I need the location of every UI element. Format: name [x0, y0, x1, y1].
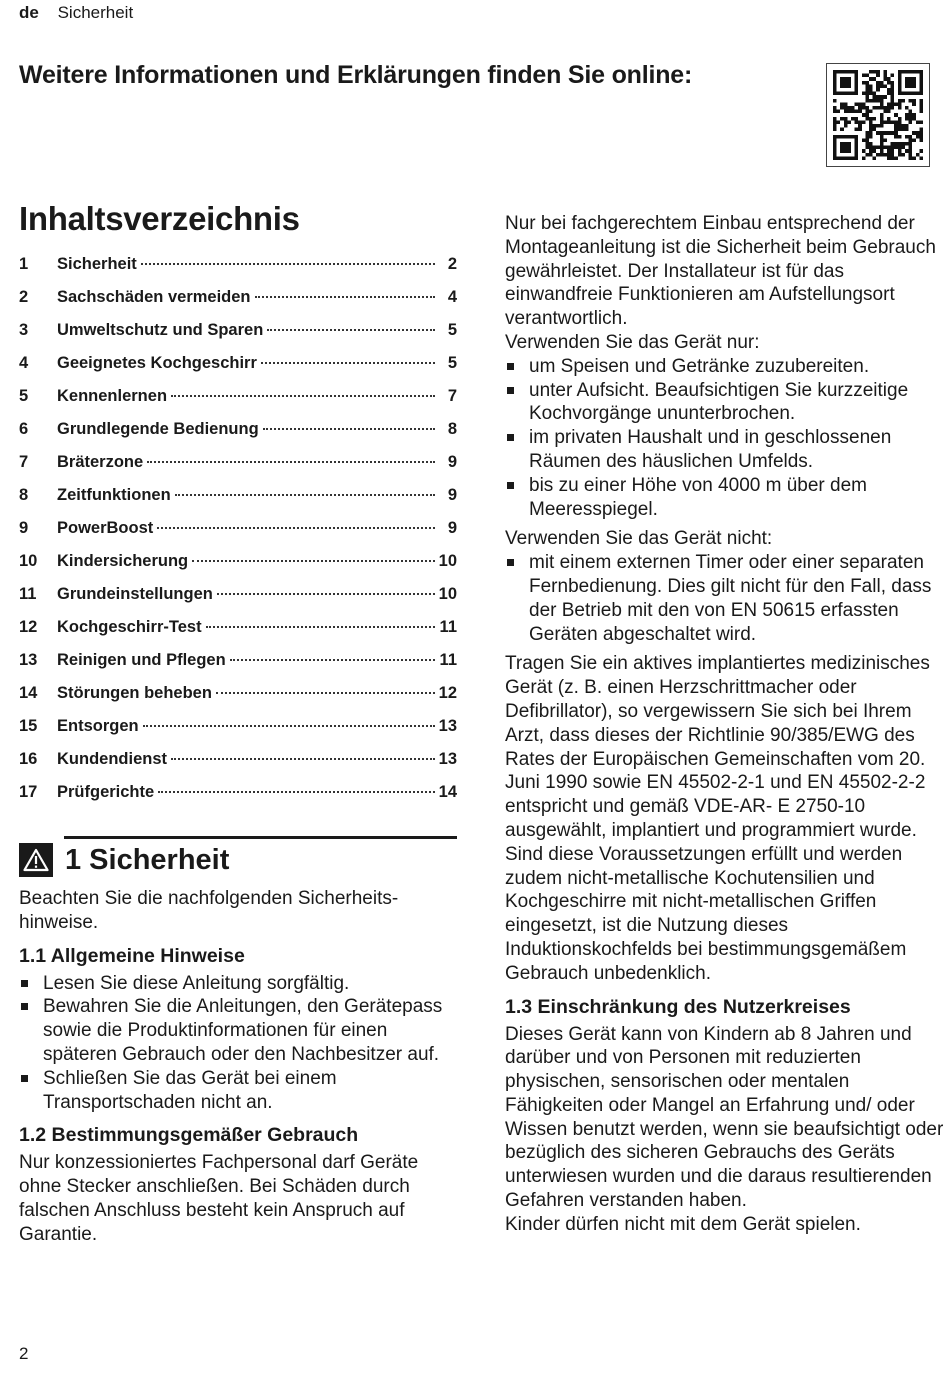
- use-intro: Verwenden Sie das Gerät nur:: [505, 331, 760, 353]
- toc-page-number: 9: [447, 486, 457, 504]
- toc-label: Geeignetes Kochgeschirr: [57, 354, 257, 372]
- toc-leader-dots: [147, 461, 435, 463]
- toc-leader-dots: [261, 362, 435, 364]
- toc-page-number: 9: [447, 519, 457, 537]
- toc-page-number: 12: [438, 684, 457, 702]
- list-item: Schließen Sie das Gerät bei einem Transportschaden nicht an.: [19, 1067, 457, 1115]
- toc-leader-dots: [143, 725, 435, 727]
- toc-page-number: 10: [438, 552, 457, 570]
- left-column: [19, 200, 457, 1247]
- right-column: [505, 212, 945, 1237]
- toc-label: Reinigen und Pflegen: [57, 651, 226, 669]
- toc-page-number: 11: [439, 651, 457, 669]
- toc-number: 2: [19, 288, 29, 306]
- toc-label: Umweltschutz und Sparen: [57, 321, 264, 339]
- running-header: [19, 3, 133, 23]
- toc-item[interactable]: [19, 354, 457, 387]
- toc-item[interactable]: [19, 717, 457, 750]
- toc-number: 16: [19, 750, 38, 768]
- toc-leader-dots: [217, 593, 435, 595]
- toc-item[interactable]: [19, 519, 457, 552]
- list-item: im privaten Haushalt und in geschlossenen Räumen des häuslichen Umfelds.: [505, 426, 945, 474]
- toc-leader-dots: [157, 527, 435, 529]
- toc-page-number: 5: [447, 354, 457, 372]
- toc-page-number: 7: [447, 387, 457, 405]
- list-item: um Speisen und Getränke zuzubereiten.: [505, 355, 945, 379]
- paragraph: Nur bei fachgerechtem Einbau entsprechend der Montageanleitung ist die Sicherheit beim Gebrauch gewährleistet. Der Installateur ist für das einwandfreie Funktionieren am Aufstellungsort verantwortlich.: [505, 213, 936, 330]
- toc-number: 5: [19, 387, 29, 405]
- toc-label: Störungen beheben: [57, 684, 212, 702]
- toc-page-number: 11: [439, 618, 457, 636]
- toc-item[interactable]: [19, 288, 457, 321]
- toc-item[interactable]: [19, 387, 457, 420]
- toc-leader-dots: [158, 791, 434, 793]
- toc-leader-dots: [267, 329, 435, 331]
- toc-label: Sicherheit: [57, 255, 137, 273]
- toc-title: Inhaltsverzeichnis: [19, 200, 300, 237]
- toc-label: Entsorgen: [57, 717, 139, 735]
- toc-item[interactable]: [19, 321, 457, 354]
- permitted-use-list: [505, 355, 945, 522]
- section-title: 1 Sicherheit: [65, 843, 230, 876]
- toc-item[interactable]: [19, 684, 457, 717]
- toc-label: Prüfgerichte: [57, 783, 155, 801]
- toc-label: Grundlegende Bedienung: [57, 420, 259, 438]
- notuse-intro: Verwenden Sie das Gerät nicht:: [505, 528, 773, 550]
- list-item: Lesen Sie diese Anleitung sorgfältig.: [19, 972, 457, 996]
- header-section: Sicherheit: [57, 3, 134, 22]
- table-of-contents: [19, 255, 457, 816]
- section-divider: [64, 836, 457, 839]
- toc-leader-dots: [216, 692, 435, 694]
- toc-label: Kochgeschirr-Test: [57, 618, 202, 636]
- paragraph: Nur konzessioniertes Fachpersonal darf Geräte ohne Stecker anschließen. Bei Schäden durch falschen Anschluss besteht kein Anspruch auf Garantie.: [19, 1152, 419, 1245]
- section-heading: [19, 843, 457, 877]
- implant-paragraph: Tragen Sie ein aktives implantiertes medizinisches Gerät (z. B. einen Herzschrittmacher oder Defibrillator), so vergewissern Sie sich bei Ihrem Arzt, dass dieses der Richtlinie 90/385/EWG des Rates der Europäischen Gemeinschaften vom 20. Juni 1990 sowie EN 45502-2-1 und EN 45502-2-2 entspricht und gemäß VDE-AR- E 2750-10 ausgewählt, implantiert und programmiert wurde. Sind diese Voraussetzungen erfüllt und werden zudem nicht-metallische Kochutensilien und Kochgeschirre mit nicht-metallischen Griffen eingesetzt, ist die Nutzung dieses Induktionskochfelds bei bestimmungsgemäßem Gebrauch unbedenklich.: [505, 653, 930, 984]
- toc-leader-dots: [206, 626, 435, 628]
- toc-label: Zeitfunktionen: [57, 486, 171, 504]
- list-item: bis zu einer Höhe von 4000 m über dem Meeresspiegel.: [505, 474, 945, 522]
- toc-page-number: 8: [447, 420, 457, 438]
- toc-number: 10: [19, 552, 38, 570]
- toc-page-number: 5: [447, 321, 457, 339]
- toc-number: 4: [19, 354, 29, 372]
- toc-number: 8: [19, 486, 29, 504]
- toc-leader-dots: [141, 263, 435, 265]
- subsection-heading-1-2: 1.2 Bestimmungsgemäßer Gebrauch: [19, 1124, 359, 1147]
- toc-leader-dots: [175, 494, 435, 496]
- list-item: unter Aufsicht. Beaufsichtigen Sie kurzzeitige Kochvorgänge ununterbrochen.: [505, 379, 945, 427]
- list-item: Bewahren Sie die Anleitungen, den Gerätepass sowie die Produktinformationen für einen späteren Gebrauch oder den Nachbesitzer auf.: [19, 995, 457, 1066]
- toc-number: 17: [19, 783, 38, 801]
- toc-item[interactable]: [19, 618, 457, 651]
- toc-page-number: 13: [438, 750, 457, 768]
- toc-number: 1: [19, 255, 29, 273]
- toc-label: Bräterzone: [57, 453, 144, 471]
- toc-item[interactable]: [19, 453, 457, 486]
- toc-number: 3: [19, 321, 29, 339]
- toc-item[interactable]: [19, 651, 457, 684]
- toc-item[interactable]: [19, 255, 457, 288]
- toc-number: 11: [19, 585, 37, 603]
- language-code: de: [19, 3, 39, 22]
- general-notes-list: [19, 972, 457, 1115]
- toc-page-number: 10: [438, 585, 457, 603]
- qr-code-icon: [826, 63, 930, 167]
- paragraph: Dieses Gerät kann von Kindern ab 8 Jahren und darüber und von Personen mit reduzierten physischen, sensorischen oder mentalen Fähigkeiten oder Mangel an Erfahrung und/ oder Wissen benutzt werden, wenn sie beaufsichtigt oder bezüglich des sicheren Gebrauchs des Geräts unterwiesen wurden und die daraus resultierenden Gefahren verstanden haben.: [505, 1023, 944, 1212]
- prohibited-use-list: [505, 551, 945, 646]
- toc-leader-dots: [230, 659, 435, 661]
- toc-page-number: 13: [438, 717, 457, 735]
- toc-leader-dots: [255, 296, 435, 298]
- subsection-heading-1-3: 1.3 Einschränkung des Nutzerkreises: [505, 995, 851, 1018]
- warning-triangle-icon: [19, 843, 53, 877]
- toc-leader-dots: [192, 560, 435, 562]
- toc-number: 9: [19, 519, 29, 537]
- toc-label: Kennenlernen: [57, 387, 168, 405]
- toc-number: 12: [19, 618, 38, 636]
- toc-number: 6: [19, 420, 29, 438]
- toc-number: 7: [19, 453, 29, 471]
- section-intro: Beachten Sie die nachfolgenden Sicherheits-hinweise.: [19, 888, 399, 933]
- toc-page-number: 4: [447, 288, 457, 306]
- toc-number: 15: [19, 717, 38, 735]
- toc-label: Kundendienst: [57, 750, 167, 768]
- toc-page-number: 2: [447, 255, 457, 273]
- toc-label: PowerBoost: [57, 519, 154, 537]
- toc-page-number: 14: [438, 783, 457, 801]
- toc-leader-dots: [171, 758, 435, 760]
- subsection-heading-1-1: 1.1 Allgemeine Hinweise: [19, 944, 245, 967]
- toc-item[interactable]: [19, 552, 457, 585]
- toc-leader-dots: [171, 395, 435, 397]
- list-item: mit einem externen Timer oder einer separaten Fernbedienung. Dies gilt nicht für den Fall, dass der Betrieb mit den von EN 50615 erfassten Geräten abgeschaltet wird.: [505, 551, 945, 646]
- toc-leader-dots: [263, 428, 435, 430]
- toc-number: 14: [19, 684, 38, 702]
- toc-page-number: 9: [447, 453, 457, 471]
- toc-item[interactable]: [19, 585, 457, 618]
- toc-item[interactable]: [19, 486, 457, 519]
- paragraph: Kinder dürfen nicht mit dem Gerät spielen.: [505, 1213, 861, 1235]
- toc-item[interactable]: [19, 420, 457, 453]
- toc-number: 13: [19, 651, 38, 669]
- online-info-heading: Weitere Informationen und Erklärungen finden Sie online:: [19, 61, 693, 89]
- toc-item[interactable]: [19, 750, 457, 783]
- page-number: 2: [19, 1344, 29, 1363]
- toc-label: Sachschäden vermeiden: [57, 288, 251, 306]
- toc-item[interactable]: [19, 783, 457, 816]
- toc-label: Kindersicherung: [57, 552, 189, 570]
- toc-label: Grundeinstellungen: [57, 585, 213, 603]
